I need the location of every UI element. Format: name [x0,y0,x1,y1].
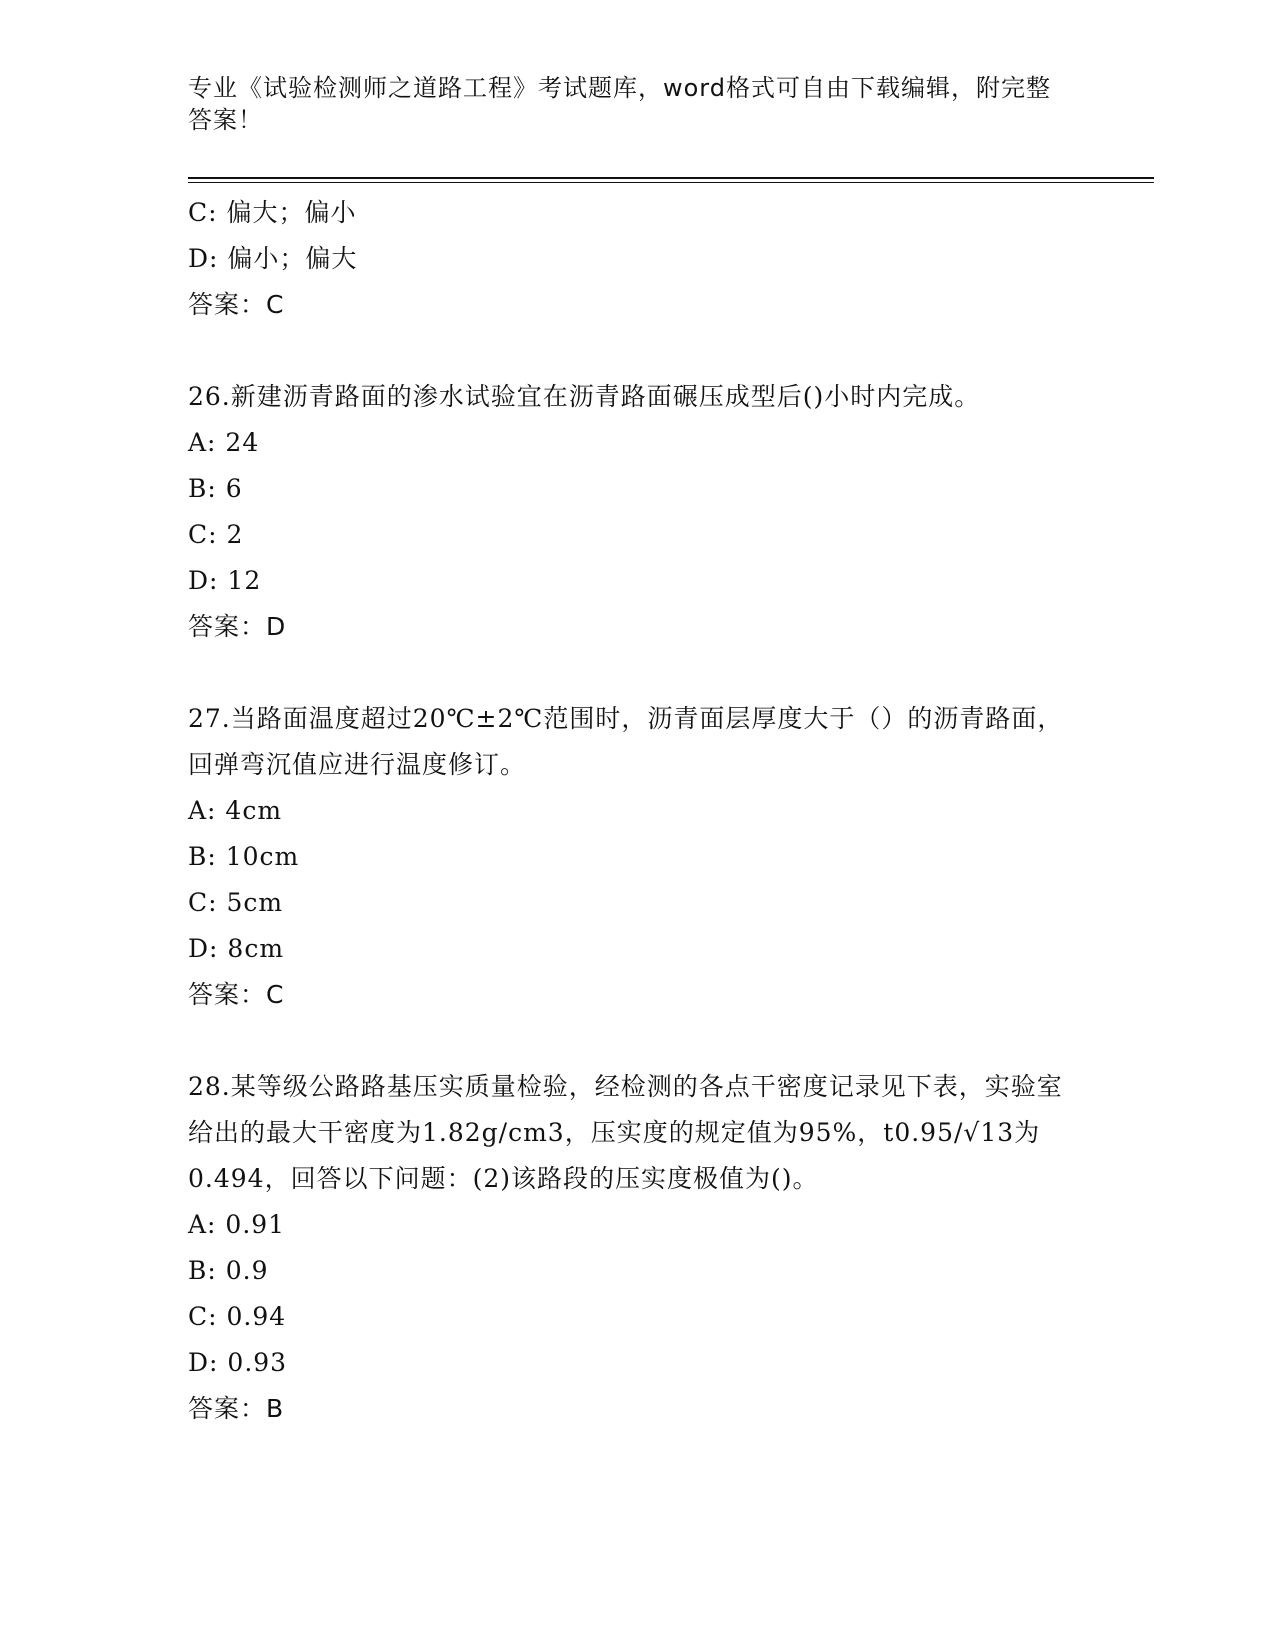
document-title: 专业《试验检测师之道路工程》考试题库，word格式可自由下载编辑，附完整答案！ [188,74,1051,134]
option-b: B: 10cm [188,842,300,871]
question-spacer [188,650,1068,696]
answer-line: 答案：C [188,980,285,1009]
option-b: B: 0.9 [188,1256,269,1285]
option-d: D: 8cm [188,934,285,963]
answer-line: 答案：B [188,1394,285,1423]
option-c: C: 2 [188,520,244,549]
option-c: C: 偏大；偏小 [188,198,357,227]
question-27 [188,696,1068,1018]
question-26 [188,374,1068,650]
question-text: 27.当路面温度超过20℃±2℃范围时，沥青面层厚度大于（）的沥青路面，回弹弯沉值应进行温度修订。 [188,704,1064,779]
previous-question-tail [188,190,1068,328]
header-divider-thin [188,182,1154,183]
question-28 [188,1064,1068,1432]
document-header [188,72,1068,136]
option-c: C: 5cm [188,888,284,917]
question-spacer [188,1018,1068,1064]
question-content [188,190,1068,1432]
question-text: 26.新建沥青路面的渗水试验宜在沥青路面碾压成型后()小时内完成。 [188,382,981,411]
question-text: 28.某等级公路路基压实质量检验，经检测的各点干密度记录见下表，实验室给出的最大干密度为1.82g/cm3，压实度的规定值为95%，t0.95/√13为0.494，回答以下问题：(2)该路段的压实度极值为()。 [188,1072,1063,1193]
option-d: D: 0.93 [188,1348,288,1377]
option-d: D: 偏小；偏大 [188,244,358,273]
option-c: C: 0.94 [188,1302,287,1331]
option-b: B: 6 [188,474,243,503]
question-spacer [188,328,1068,374]
header-divider-thick [188,177,1154,179]
option-a: A: 24 [188,428,260,457]
answer-line: 答案：D [188,612,287,641]
option-a: A: 0.91 [188,1210,286,1239]
option-a: A: 4cm [188,796,283,825]
answer-line: 答案：C [188,290,285,319]
option-d: D: 12 [188,566,262,595]
